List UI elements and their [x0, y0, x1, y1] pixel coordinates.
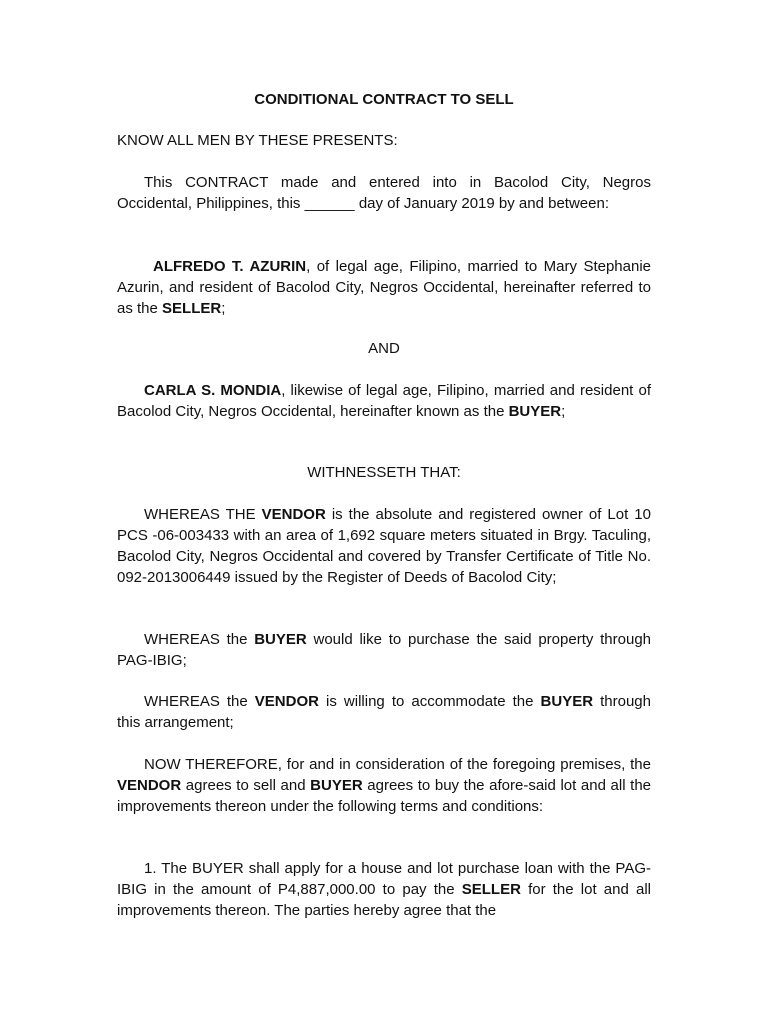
- whereas-vendor-paragraph: [117, 691, 651, 733]
- document-title: CONDITIONAL CONTRACT TO SELL: [254, 91, 514, 108]
- clause-text: agrees to buy the afore-said lot and all the improvements thereon under the following terms and conditions:: [117, 777, 651, 815]
- seller-name: ALFREDO T. AZURIN: [153, 258, 307, 275]
- now-therefore-paragraph: [117, 754, 651, 817]
- buyer-description: , likewise of legal age, Filipino, married and resident of Bacolod City, Negros Occidental, hereinafter known as the: [117, 382, 651, 420]
- buyer-term: BUYER: [540, 693, 594, 710]
- whereas-text: WHEREAS the: [144, 693, 255, 710]
- and-separator: AND: [368, 340, 400, 357]
- whereas-text: would like to purchase the said property through PAG-IBIG;: [117, 631, 651, 669]
- clause-1-paragraph: [117, 858, 651, 921]
- clause-text: NOW THEREFORE, for and in consideration of the foregoing premises, the: [144, 756, 651, 773]
- seller-end: ;: [221, 300, 226, 317]
- witnesseth-heading: WITHNESSETH THAT:: [307, 464, 461, 481]
- seller-role: SELLER: [162, 300, 222, 317]
- whereas-buyer-paragraph: [117, 629, 651, 671]
- seller-paragraph: [117, 256, 651, 319]
- whereas-text: WHEREAS THE: [144, 506, 262, 523]
- whereas-text: WHEREAS the: [144, 631, 255, 648]
- buyer-paragraph: [117, 380, 651, 422]
- clause-text: agrees to sell and: [181, 777, 311, 794]
- seller-term: SELLER: [461, 881, 521, 898]
- vendor-term: VENDOR: [261, 506, 326, 523]
- vendor-term: VENDOR: [117, 777, 182, 794]
- clause-text: 1. The BUYER shall apply for a house and lot purchase loan with the PAG-IBIG in the amount of P4,887,000.00 to pay the: [117, 860, 651, 898]
- intro-paragraph: This CONTRACT made and entered into in Bacolod City, Negros Occidental, Philippines, this ______ day of January 2019 by and between:: [117, 174, 651, 212]
- buyer-term: BUYER: [254, 631, 307, 648]
- clause-text: for the lot and all improvements thereon. The parties hereby agree that the: [117, 881, 651, 919]
- buyer-term: BUYER: [310, 777, 363, 794]
- whereas-text: is willing to accommodate the: [318, 693, 541, 710]
- whereas-text: is the absolute and registered owner of Lot 10 PCS -06-003433 with an area of 1,692 square meters situated in Brgy. Taculing, Bacolod City, Negros Occidental and covered by Transfer Certificate of Title No. 092-2013006449 issued by the Register of Deeds of Bacolod City;: [117, 506, 651, 586]
- buyer-name: CARLA S. MONDIA: [144, 382, 282, 399]
- buyer-role: BUYER: [508, 403, 562, 420]
- opening-line: KNOW ALL MEN BY THESE PRESENTS:: [117, 132, 398, 149]
- seller-description: , of legal age, Filipino, married to Mary Stephanie Azurin, and resident of Bacolod City, Negros Occidental, hereinafter referred to as the: [117, 258, 651, 317]
- whereas-ownership-paragraph: [117, 504, 651, 588]
- whereas-text: through this arrangement;: [117, 693, 651, 731]
- vendor-term: VENDOR: [254, 693, 319, 710]
- buyer-end: ;: [561, 403, 566, 420]
